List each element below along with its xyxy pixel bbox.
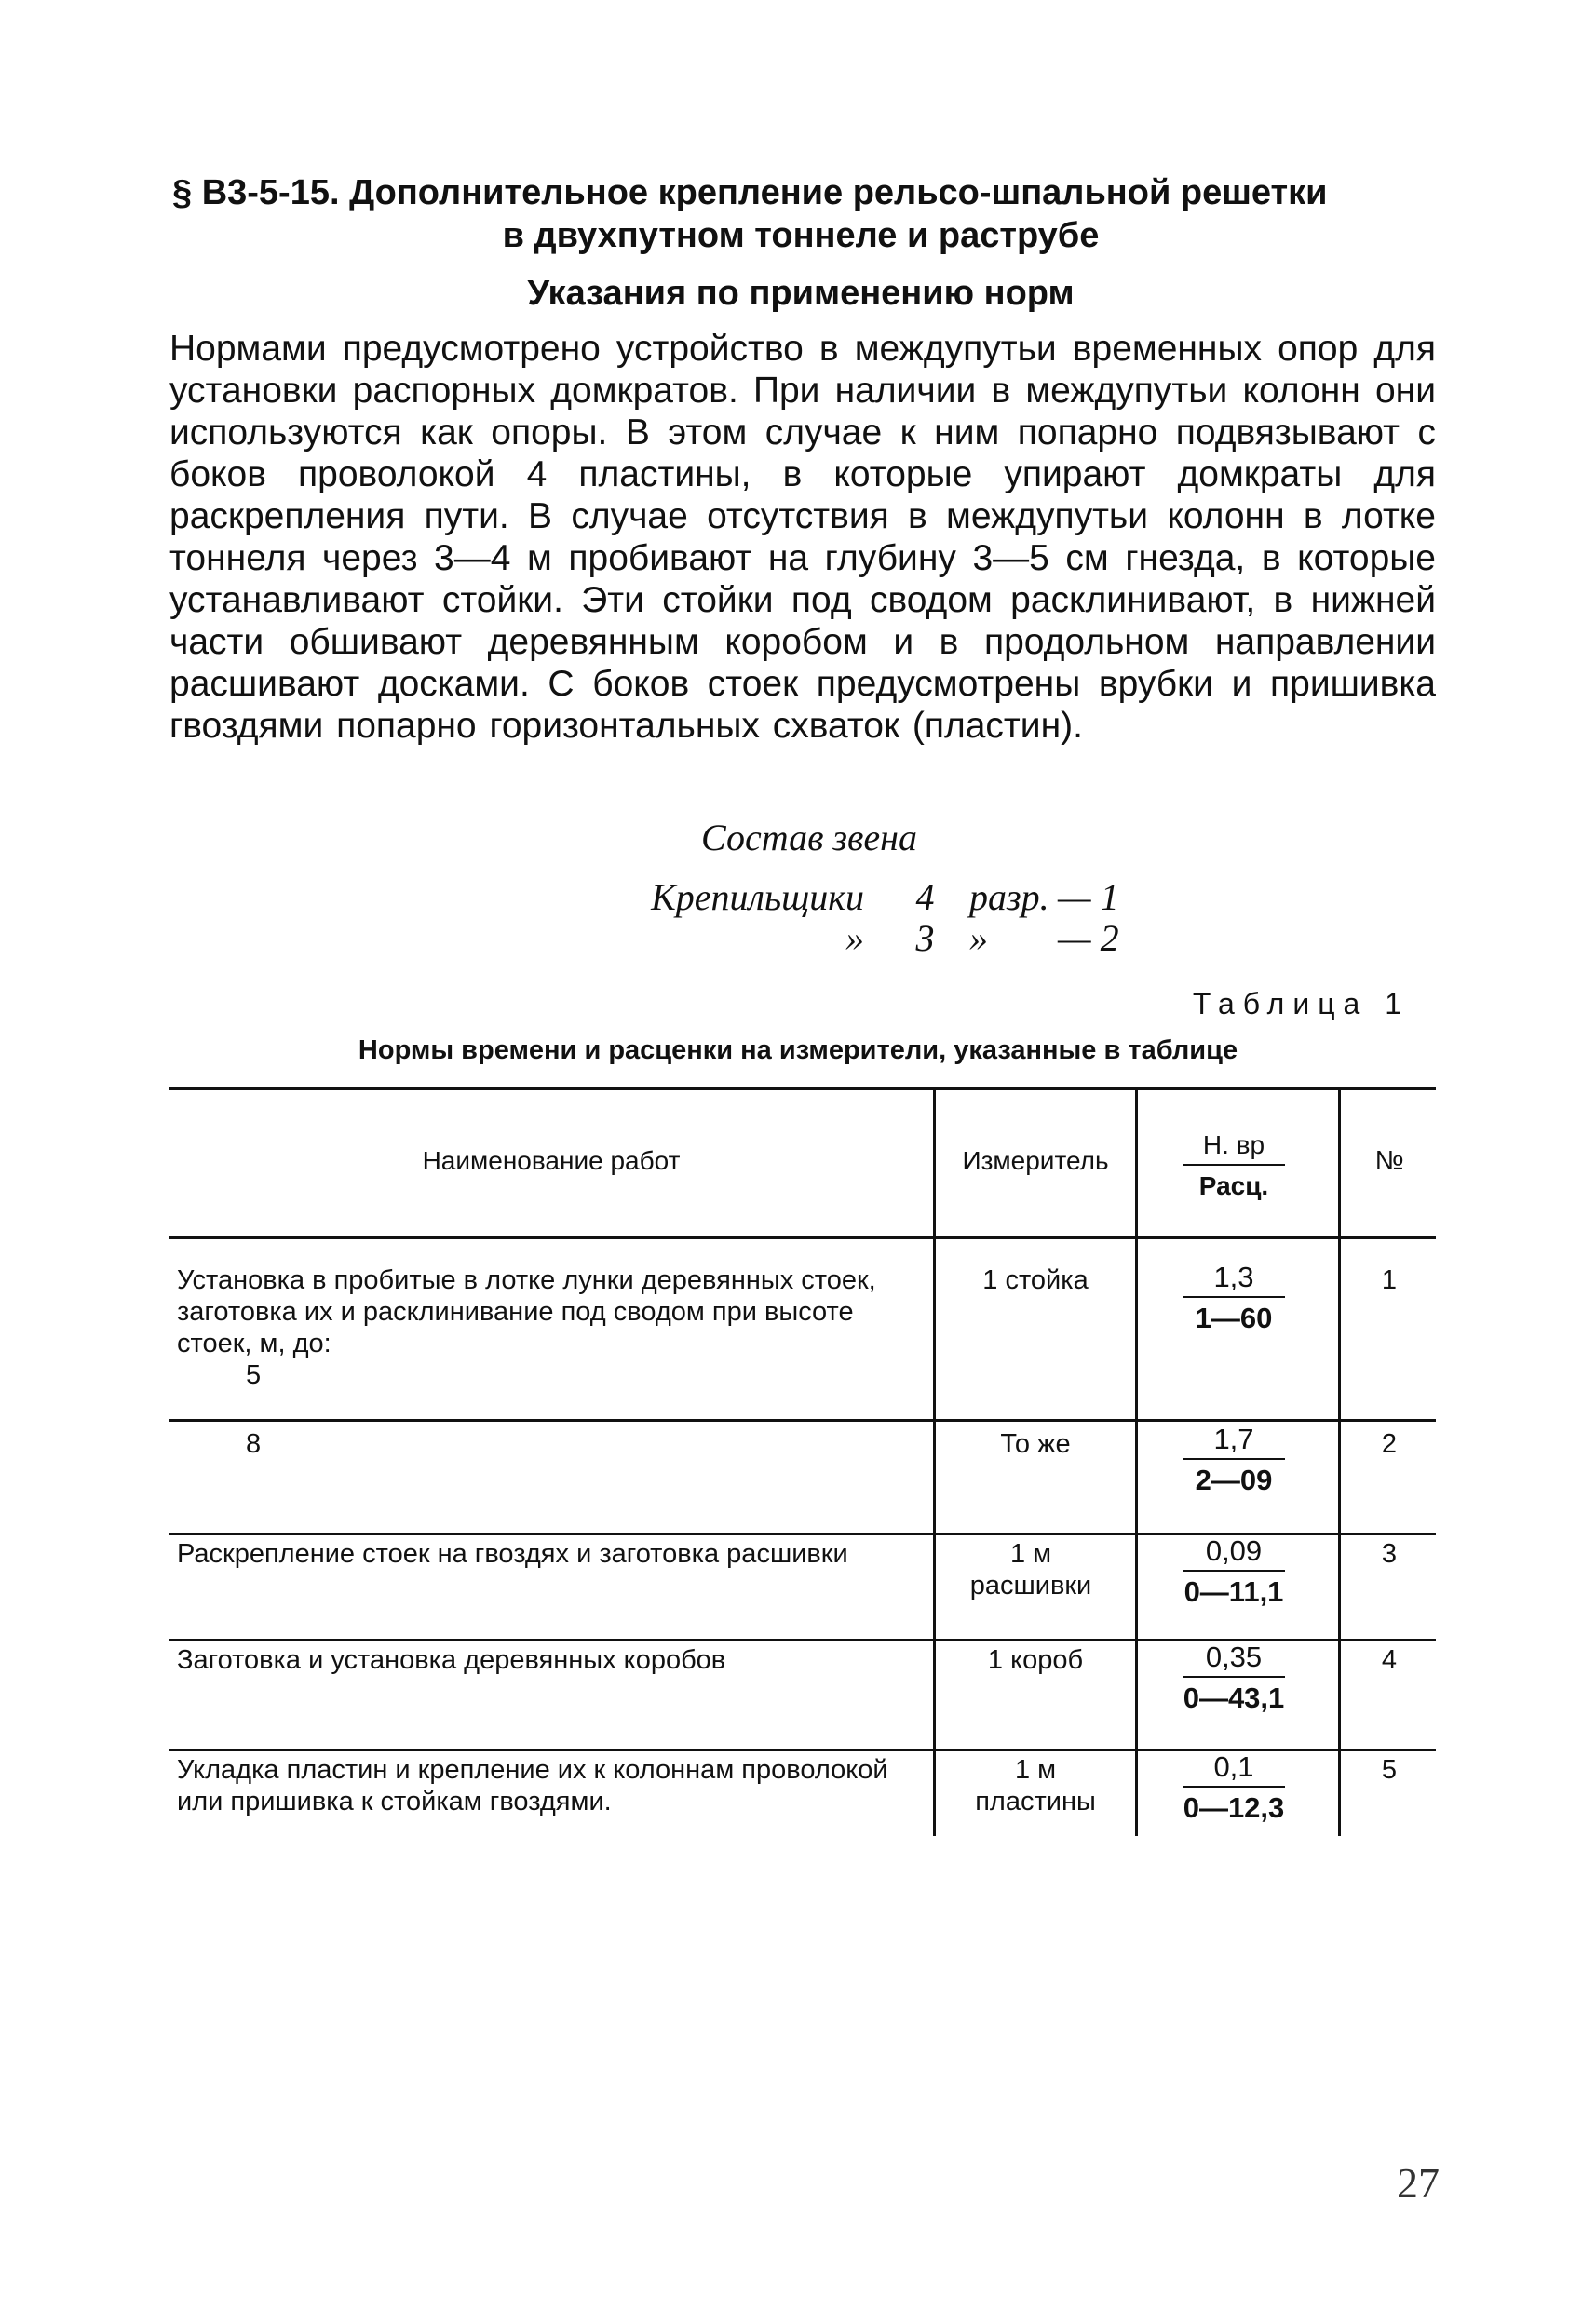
crew-count: — 2 <box>1058 917 1119 959</box>
row-norm-rate <box>1136 1750 1332 1825</box>
crew-grade: 3 <box>915 917 935 959</box>
row-work: Укладка пластин и крепление их к колоннам проволокой или пришивка к стойкам гвоздями. <box>177 1755 888 1817</box>
section-heading-continuation: в двухпутном тоннеле и раструбе <box>502 216 1100 255</box>
row-norm: 0,09 <box>1205 1534 1263 1567</box>
crew-grade: 4 <box>915 876 935 918</box>
row-unit: То же <box>1000 1429 1071 1459</box>
row-rate: 0—11,1 <box>1183 1575 1284 1608</box>
row-num: 4 <box>1381 1645 1398 1675</box>
row-rate: 0—43,1 <box>1183 1682 1285 1714</box>
row-norm: 0,1 <box>1213 1750 1254 1783</box>
row-num: 2 <box>1381 1429 1398 1459</box>
row-norm-rate <box>1136 1534 1332 1609</box>
crew-title: Состав звена <box>700 817 917 858</box>
row-sub: 8 <box>246 1429 262 1459</box>
fraction-bar <box>1183 1570 1285 1572</box>
body-paragraph: Нормами предусмотрено устройство в междупутьи временных опор для установки распорных домкратов. При наличии в междупутьи колонн они используются как опоры. В этом случае к ним попарно подвязывают с боков проволокой 4 пластины, в которые упирают домкраты для раскрепления пути. В случае отсутствия в междупутьи колонн в лотке тоннеля через 3—4 м пробивают на глубину 3—5 см гнезда, в которые устанавливают стойки. Эти стойки под сводом расклинивают, в нижней части обшивают деревянным коробом и в продольном направлении расшивают досками. С боков стоек предусмотрены врубки и пришивка гвоздями попарно горизонтальных схваток (пластин). <box>169 329 1436 746</box>
crew-row <box>0 875 1596 920</box>
row-unit: 1 короб <box>987 1645 1084 1675</box>
fraction-bar <box>1183 1296 1285 1298</box>
header-norm-rate <box>1136 1128 1332 1203</box>
fraction-bar <box>1183 1786 1285 1788</box>
row-work: Раскрепление стоек на гвоздях и заготовка расшивки <box>177 1539 848 1569</box>
crew-row <box>0 916 1596 961</box>
table-column-rule <box>933 1087 936 1836</box>
row-work: Установка в пробитые в лотке лунки деревянных стоек, заготовка их и расклинивание под сводом при высоте стоек, м, до: <box>177 1265 876 1358</box>
table-column-rule <box>1338 1087 1341 1836</box>
row-norm: 1,7 <box>1213 1423 1254 1455</box>
row-unit: 1 м расшивки <box>969 1539 1092 1601</box>
row-norm-rate <box>1136 1641 1332 1715</box>
header-norm: Н. вр <box>1202 1130 1265 1159</box>
crew-grade-abbr: разр. <box>969 876 1049 918</box>
table-rule <box>169 1087 1436 1090</box>
subheading: Указания по применению норм <box>527 274 1075 313</box>
crew-count: — 1 <box>1058 876 1119 918</box>
fraction-bar <box>1183 1164 1285 1166</box>
row-rate: 2—09 <box>1195 1464 1273 1496</box>
header-num: № <box>1374 1146 1404 1176</box>
row-norm-rate <box>1136 1261 1332 1335</box>
crew-grade-abbr: » <box>969 917 988 959</box>
row-num: 3 <box>1381 1539 1398 1569</box>
norms-table <box>169 1087 1436 1832</box>
row-unit: 1 стойка <box>982 1265 1089 1295</box>
header-work: Наименование работ <box>422 1146 681 1175</box>
table-rule <box>169 1419 1436 1422</box>
crew-role: Крепильщики <box>651 876 864 918</box>
header-rate: Расц. <box>1198 1171 1269 1200</box>
fraction-bar <box>1183 1458 1285 1460</box>
row-num: 5 <box>1381 1755 1398 1785</box>
row-unit: 1 м пластины <box>975 1755 1096 1817</box>
page-number: 27 <box>1397 2159 1440 2207</box>
row-work: Заготовка и установка деревянных коробов <box>177 1645 726 1675</box>
row-norm: 0,35 <box>1205 1641 1263 1673</box>
section-heading: § В3-5-15. Дополнительное крепление рельсо-шпальной решетки <box>172 173 1328 212</box>
table-label: Таблица 1 <box>1192 987 1410 1020</box>
row-norm-rate <box>1136 1423 1332 1497</box>
row-norm: 1,3 <box>1213 1261 1254 1293</box>
table-rule <box>169 1236 1436 1239</box>
row-sub: 5 <box>246 1360 262 1390</box>
row-rate: 1—60 <box>1195 1302 1273 1334</box>
fraction-bar <box>1183 1676 1285 1678</box>
row-num: 1 <box>1381 1265 1398 1295</box>
row-rate: 0—12,3 <box>1183 1791 1285 1824</box>
table-caption: Нормы времени и расценки на измерители, указанные в таблице <box>358 1035 1238 1065</box>
crew-role: » <box>845 917 864 959</box>
header-unit: Измеритель <box>962 1146 1109 1175</box>
